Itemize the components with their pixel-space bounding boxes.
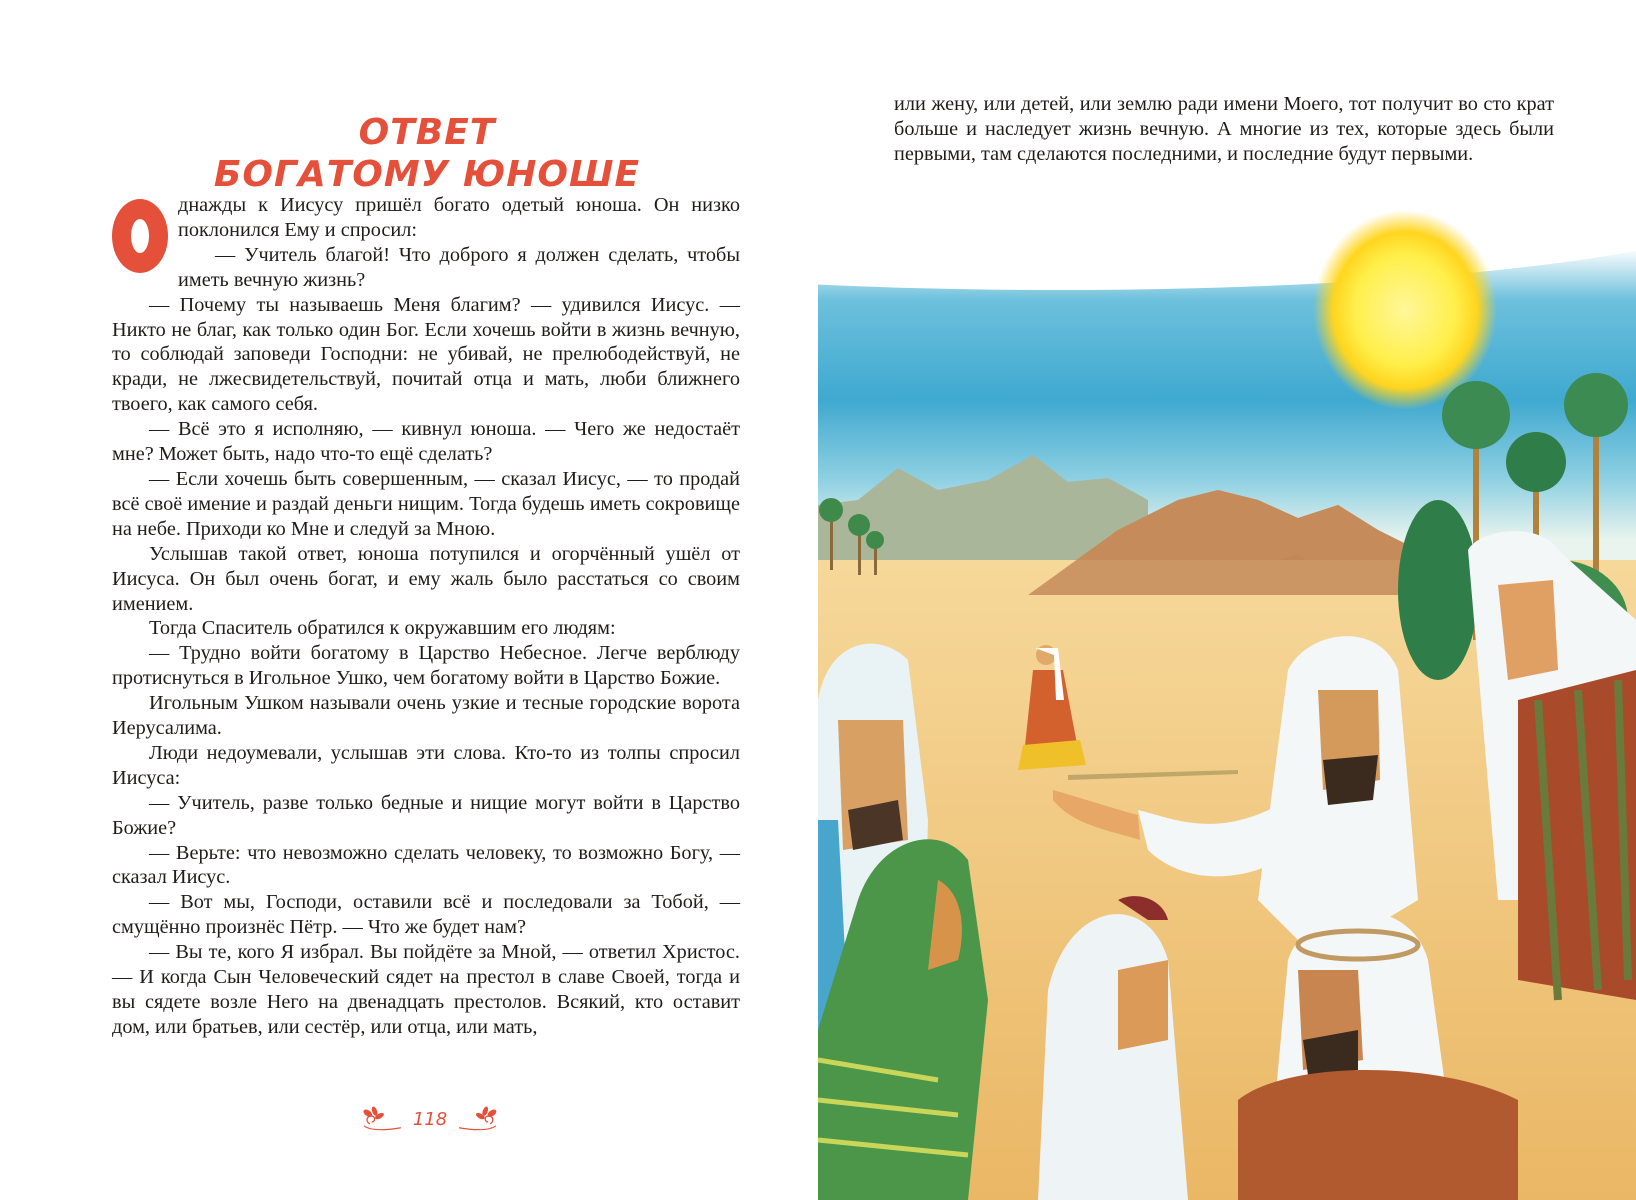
- paragraph: Тогда Спаситель обратился к окружавшим его людям:: [149, 617, 616, 640]
- paragraph: — Если хочешь быть совершенным, — сказал Иисус, — то продай всё своё имение и раздай деньги нищим. Тогда будешь иметь сокровище на небе. Приходи ко Мне и следуй за Мною.: [112, 467, 740, 540]
- title-line-2: БОГАТОМУ ЮНОШЕ: [213, 154, 641, 196]
- paragraph: — Верьте: что невозможно сделать человеку, то возможно Богу, — сказал Иисус.: [112, 841, 740, 889]
- paragraph: — Вот мы, Господи, оставили всё и последовали за Тобой, — смущённо произнёс Пётр. — Что же будет нам?: [112, 891, 740, 939]
- page-number: 118: [412, 1108, 448, 1130]
- paragraph: — Трудно войти богатому в Царство Небесное. Легче верблюду протиснуться в Игольное Ушко, чем богатому войти в Царство Божие.: [112, 642, 740, 690]
- paragraph: — Учитель, разве только бедные и нищие могут войти в Царство Божие?: [112, 791, 740, 839]
- paragraph: — Почему ты называешь Меня благим? — удивился Иисус. — Никто не благ, как только один Бог. Если хочешь войти в жизнь вечную, то соблюдай заповеди Господни: не убивай, не прелюбодействуй, не кради, не лжесвидетельствуй, почитай отца и мать, люби ближнего твоего, как самого себя.: [112, 293, 740, 416]
- illustration-image: [818, 200, 1636, 1200]
- chapter-title: [112, 112, 742, 196]
- leaf-ornament-right-icon: [457, 1106, 500, 1132]
- drop-cap: [112, 199, 168, 273]
- right-page: [818, 0, 1636, 1200]
- paragraph: Услышав такой ответ, юноша потупился и огорчённый ушёл от Иисуса. Он был очень богат, и ему жаль было расстаться со своим имением.: [112, 542, 740, 615]
- paragraph: — Учитель благой! Что доброго я должен сделать, чтобы иметь вечную жизнь?: [178, 243, 740, 291]
- body-text: [112, 193, 740, 1040]
- paragraph: Игольным Ушком называли очень узкие и тесные городские ворота Иерусалима.: [112, 692, 740, 740]
- page-footer: [360, 1104, 500, 1134]
- paragraph: или жену, или детей, или землю ради имени Моего, тот получит во сто крат больше и наследует жизнь вечную. А многие из тех, которые здесь были первыми, там сделаются последними, и последние будут первыми.: [894, 93, 1554, 165]
- leaf-ornament-left-icon: [360, 1106, 403, 1132]
- body-text-continued: [894, 92, 1554, 167]
- title-line-1: ОТВЕТ: [358, 112, 496, 154]
- paragraph: Люди недоумевали, услышав эти слова. Кто-то из толпы спросил Иисуса:: [112, 741, 740, 789]
- paragraph: — Всё это я исполняю, — кивнул юноша. — Чего же недостаёт мне? Может быть, надо что-то ещё сделать?: [112, 418, 740, 466]
- paragraph: — Вы те, кого Я избрал. Вы пойдёте за Мной, — ответил Христос. — И когда Сын Человеческий сядет на престол в славе Своей, тогда и вы сядете возле Него на двенадцать престолов. Всякий, кто оставит дом, или братьев, или сестёр, или отца, или мать,: [112, 941, 740, 1038]
- desert-scene-illustration: [818, 200, 1636, 1200]
- paragraph: днажды к Иисусу пришёл богато одетый юноша. Он низко поклонился Ему и спросил:: [112, 193, 740, 243]
